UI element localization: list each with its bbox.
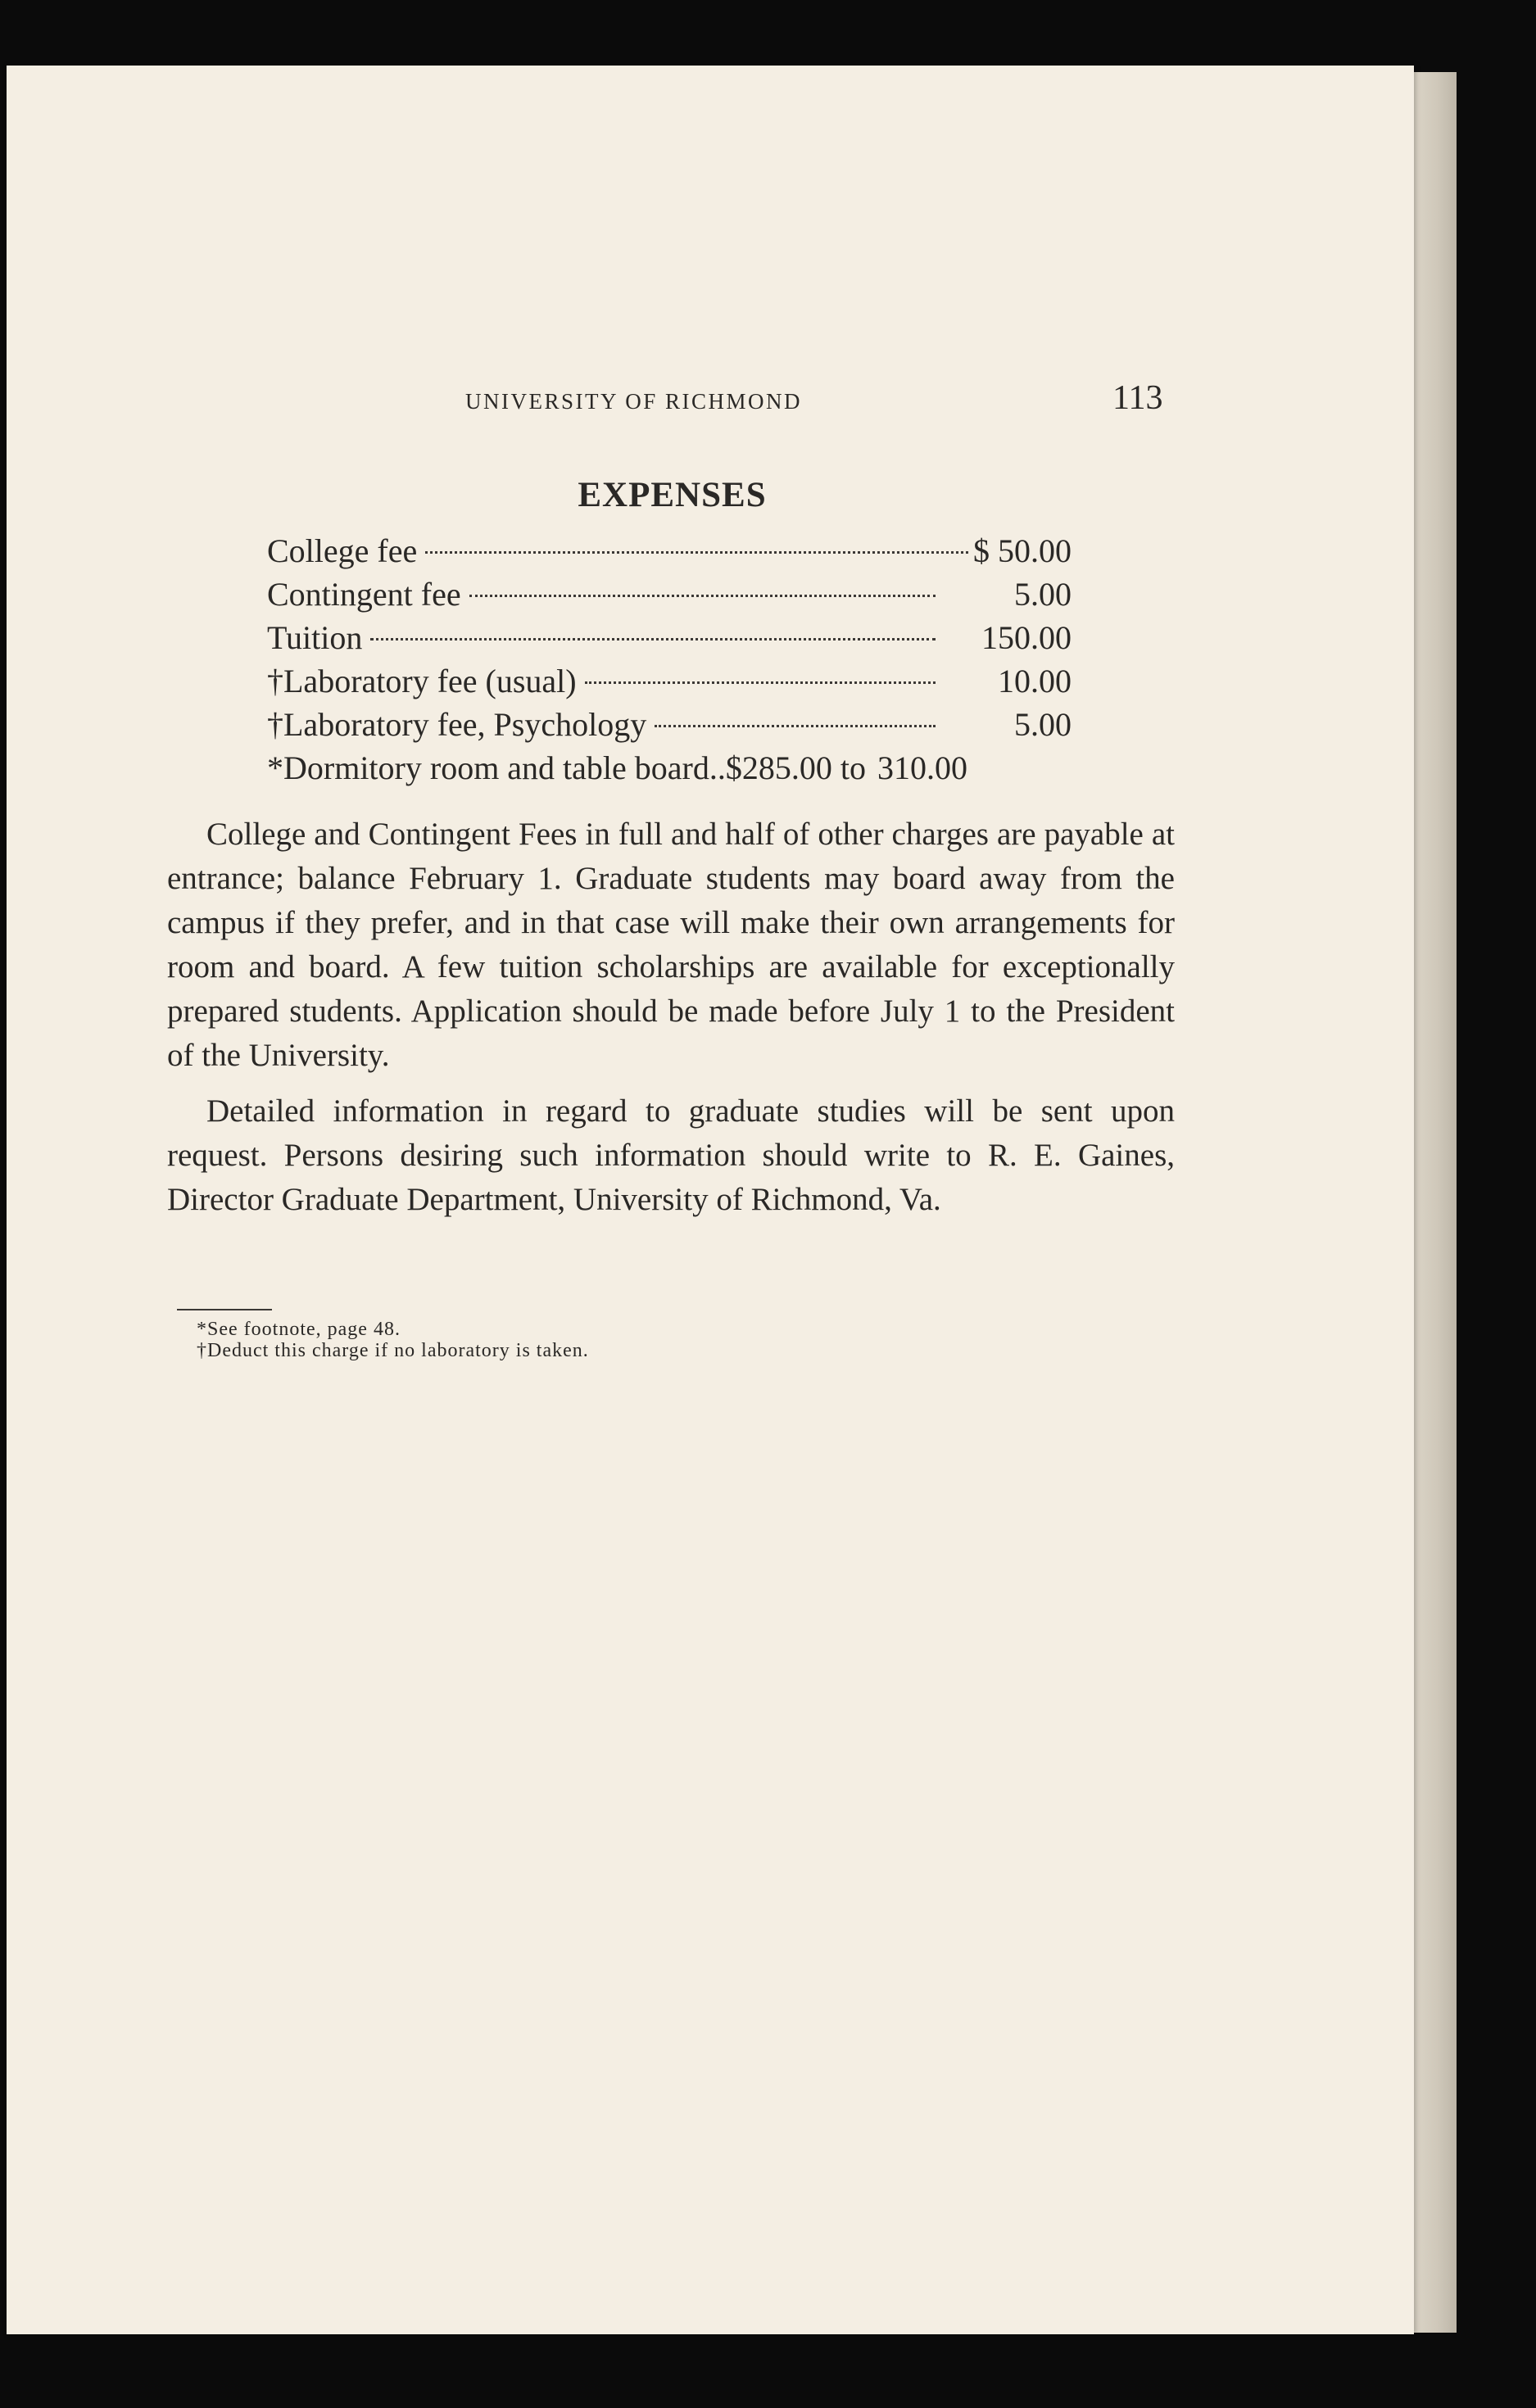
- footnote: †Deduct this charge if no laboratory is taken.: [197, 1340, 589, 1361]
- expense-row: [267, 703, 1072, 746]
- expenses-table: [267, 529, 1072, 790]
- expense-row: [267, 746, 1072, 790]
- paragraph: College and Contingent Fees in full and half of other charges are payable at entrance; balance February 1. Graduate students may board away from the campus if they prefer, and in that case will make their own arrangements for room and board. A few tuition scholarships are available for exceptionally prepared students. Application should be made before July 1 to the President of the University.: [167, 817, 1175, 1073]
- expense-amount: 310.00: [877, 749, 967, 786]
- dot-leader: [469, 595, 936, 597]
- page-number: 113: [1112, 379, 1163, 417]
- expense-amount: 5.00: [1014, 706, 1072, 743]
- expense-row: [267, 573, 1072, 616]
- footnote: *See footnote, page 48.: [197, 1319, 401, 1340]
- expense-amount: 150.00: [981, 619, 1072, 656]
- dot-leader: [370, 638, 936, 640]
- expense-label: †Laboratory fee, Psychology: [267, 706, 647, 743]
- expense-label: College fee: [267, 532, 418, 569]
- paragraph: Detailed information in regard to graduate studies will be sent upon request. Persons desiring such information should write to R. E. Gaines, Director Graduate Department, University of Richmond, Va.: [167, 1093, 1175, 1217]
- expense-label: †Laboratory fee (usual): [267, 663, 577, 699]
- running-title: UNIVERSITY OF RICHMOND: [465, 389, 803, 414]
- expense-amount: 10.00: [998, 663, 1072, 699]
- expense-label: Tuition: [267, 619, 363, 656]
- expense-label: Contingent fee: [267, 576, 461, 613]
- expense-row: [267, 616, 1072, 659]
- expense-amount: 5.00: [1014, 576, 1072, 613]
- book-page: [7, 66, 1414, 2334]
- footnote-rule: [177, 1309, 272, 1310]
- expense-row: [267, 659, 1072, 703]
- running-head: [7, 379, 1414, 426]
- section-title: EXPENSES: [578, 476, 767, 514]
- expense-label: *Dormitory room and table board..$285.00 to: [267, 749, 866, 786]
- body-text: [167, 812, 1175, 1233]
- dot-leader: [585, 681, 936, 684]
- dot-leader: [655, 725, 936, 727]
- dot-leader: [425, 551, 968, 554]
- footnotes: [197, 1319, 589, 1361]
- expense-amount: $ 50.00: [973, 532, 1072, 569]
- expense-row: [267, 529, 1072, 573]
